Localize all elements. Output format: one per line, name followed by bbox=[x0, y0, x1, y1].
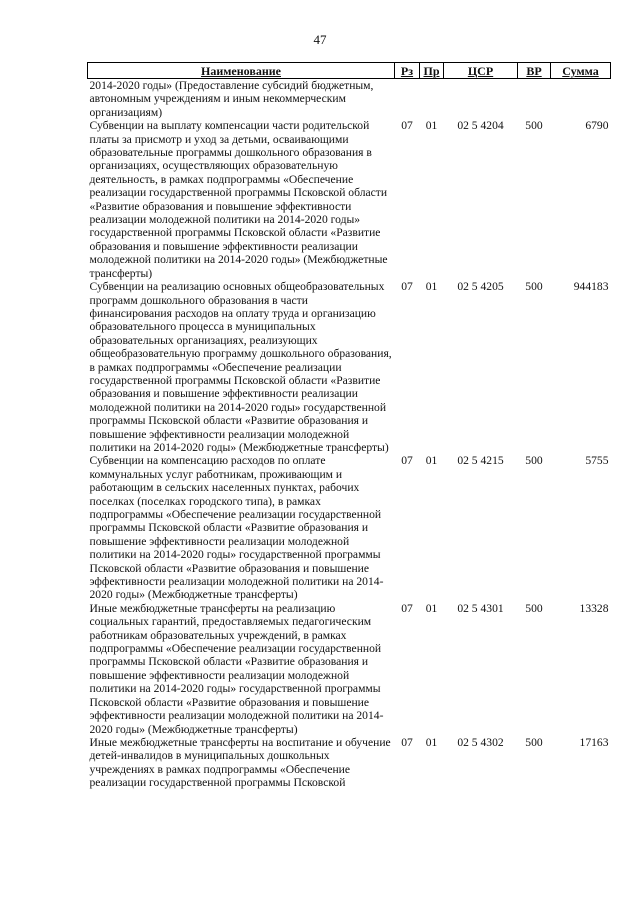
row-rz: 07 bbox=[401, 280, 413, 294]
row-sum: 944183 bbox=[573, 280, 609, 294]
header-sum: Сумма bbox=[551, 63, 611, 79]
row-pr: 01 bbox=[425, 280, 438, 294]
row-sum bbox=[551, 79, 611, 120]
row-name: Субвенции на выплату компенсации части родительской платы за присмотр и уход за детьми, осваивающими образовательные программы дошкольного образования в организациях, осуществляющих образовательную деятельность, в рамках подпрограммы «Обеспечение реализации государственной программы Псковской области «Развитие образования и повышение эффективности реализации молодежной политики на 2014-2020 годы» государственной программы Псковской области «Развитие образования и повышение эффективности реализации молодежной политики на 2014-2020 годы» (Межбюджетные трансферты) bbox=[89, 119, 388, 280]
row-vr: 500 bbox=[525, 454, 543, 468]
page-number: 47 bbox=[313, 32, 327, 47]
row-vr: 500 bbox=[525, 119, 543, 133]
row-rz: 07 bbox=[401, 454, 413, 468]
row-csr: 02 5 4205 bbox=[457, 280, 504, 294]
row-sum: 17163 bbox=[579, 735, 609, 749]
row-vr: 500 bbox=[525, 280, 543, 294]
table-row bbox=[88, 736, 611, 790]
row-vr: 500 bbox=[525, 601, 543, 615]
row-pr: 01 bbox=[425, 454, 438, 468]
header-pr: Пр bbox=[420, 63, 444, 79]
header-csr: ЦСР bbox=[444, 63, 518, 79]
row-csr: 02 5 4302 bbox=[457, 735, 504, 749]
row-vr bbox=[518, 79, 551, 120]
row-pr: 01 bbox=[425, 735, 438, 749]
table-row bbox=[88, 602, 611, 736]
row-sum: 13328 bbox=[579, 601, 609, 615]
table-row bbox=[88, 79, 611, 120]
row-sum: 5755 bbox=[585, 454, 609, 468]
header-name: Наименование bbox=[88, 63, 395, 79]
row-rz: 07 bbox=[401, 735, 413, 749]
row-name: Иные межбюджетные трансферты на воспитание и обучение детей-инвалидов в муниципальных дошкольных учреждениях в рамках подпрограммы «Обеспечение реализации государственной программы Псковской bbox=[89, 735, 391, 790]
row-rz bbox=[395, 79, 420, 120]
table-row bbox=[88, 280, 611, 454]
row-rz: 07 bbox=[401, 119, 413, 133]
row-csr bbox=[444, 79, 518, 120]
row-pr: 01 bbox=[425, 601, 438, 615]
table-row bbox=[88, 454, 611, 601]
row-name: 2014-2020 годы» (Предоставление субсидий бюджетным, автономным учреждениям и иным некоммерческим организациям) bbox=[89, 79, 374, 119]
row-pr: 01 bbox=[425, 119, 438, 133]
row-csr: 02 5 4215 bbox=[457, 454, 504, 468]
row-rz: 07 bbox=[401, 601, 413, 615]
row-name: Субвенции на реализацию основных общеобразовательных программ дошкольного образования в части финансирования расходов на оплату труда и организацию образовательного процесса в муниципальных образовательных организациях, реализующих общеобразовательную программу дошкольного образования, в рамках подпрограммы «Обеспечение реализации государственной программы Псковской области «Развитие образования и повышение эффективности реализации молодежной политики на 2014-2020 годы» государственной программы Псковской области «Развитие образования и повышение эффективности реализации молодежной политики на 2014-2020 годы» (Межбюджетные трансферты) bbox=[89, 280, 392, 454]
row-csr: 02 5 4301 bbox=[457, 601, 504, 615]
header-vr: ВР bbox=[518, 63, 551, 79]
row-name: Иные межбюджетные трансферты на реализацию социальных гарантий, предоставляемых педагогическим работникам образовательных учреждений, в рамках подпрограммы «Обеспечение реализации государственной программы Псковской области «Развитие образования и повышение эффективности реализации молодежной политики на 2014-2020 годы» государственной программы Псковской области «Развитие образования и повышение эффективности реализации молодежной политики на 2014-2020 годы» (Межбюджетные трансферты) bbox=[89, 601, 384, 736]
row-pr bbox=[420, 79, 444, 120]
header-rz: Рз bbox=[395, 63, 420, 79]
budget-table bbox=[87, 62, 611, 790]
row-name: Субвенции на компенсацию расходов по оплате коммунальных услуг работникам, проживающим и работающим в сельских населенных пунктах, рабочих поселках (поселках городского типа), в рамках подпрограммы «Обеспечение реализации государственной программы Псковской области «Развитие образования и повышение эффективности реализации молодежной политики на 2014-2020 годы» государственной программы Псковской области «Развитие образования и повышение эффективности реализации молодежной политики на 2014-2020 годы» (Межбюджетные трансферты) bbox=[89, 454, 384, 602]
table-header-row bbox=[88, 63, 611, 79]
row-vr: 500 bbox=[525, 735, 543, 749]
row-csr: 02 5 4204 bbox=[457, 119, 504, 133]
row-sum: 6790 bbox=[585, 119, 609, 133]
table-row bbox=[88, 119, 611, 280]
